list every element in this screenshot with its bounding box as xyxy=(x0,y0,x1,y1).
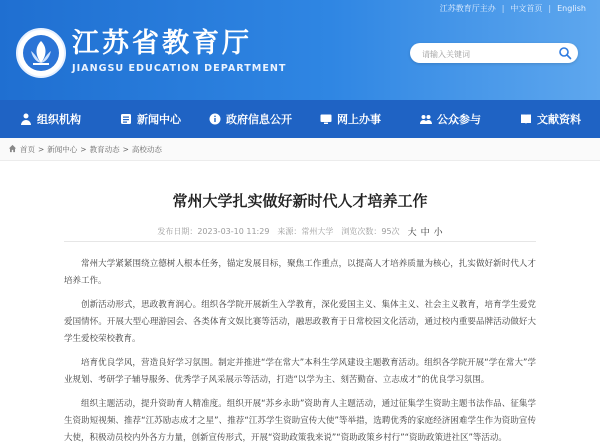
public-icon xyxy=(419,112,433,126)
search-input[interactable] xyxy=(420,46,552,62)
site-title: 江苏省教育厅 xyxy=(72,28,252,59)
article-title: 常州大学扎实做好新时代人才培养工作 xyxy=(172,192,428,210)
top-link-english[interactable]: English xyxy=(557,4,586,13)
top-link-host[interactable]: 江苏教育厅主办 xyxy=(439,4,496,13)
view-count: 浏览次数：95次 xyxy=(341,226,400,236)
article-meta xyxy=(64,221,536,242)
article-paragraph: 组织主题活动，提升资助育人精准度。组织开展“苏乡永助”资助育人主题活动，通过征集学生资助主题书法作品、征集学生资助短视频、推荐“江苏励志成才之星”、推荐“江苏学生资助宣传大使”等举措，选聘优秀的家庭经济困难学生作为资助宣传大使，积极动员校内外各方力量，创新宣传形式，开展“资助政策我来说”“资助政策乡村行”“资助政策进社区”等活动。 xyxy=(64,399,536,443)
nav-item-service[interactable] xyxy=(300,100,400,138)
divider: | xyxy=(548,4,552,13)
site-header xyxy=(0,0,600,100)
nav-item-label: 政府信息公开 xyxy=(226,113,292,126)
article-source: 来源：常州大学 xyxy=(277,226,334,236)
org-icon xyxy=(19,112,33,126)
breadcrumb-edu-news[interactable]: 教育动态 xyxy=(89,144,120,154)
article-body xyxy=(64,256,536,447)
breadcrumb-separator: > xyxy=(38,144,45,154)
font-size-medium[interactable]: 中 xyxy=(420,227,430,238)
nav-item-label: 网上办事 xyxy=(337,113,381,126)
publish-date: 发布日期：2023-03-10 11:29 xyxy=(157,226,270,236)
article xyxy=(0,189,600,447)
top-link-home[interactable]: 中文首页 xyxy=(510,4,543,13)
nav-item-org[interactable] xyxy=(0,100,100,138)
home-icon xyxy=(8,144,17,155)
nav-item-info[interactable] xyxy=(200,100,300,138)
breadcrumb-university[interactable]: 高校动态 xyxy=(131,144,162,154)
nav-item-docs[interactable] xyxy=(500,100,600,138)
search-box xyxy=(410,43,578,63)
article-paragraph: 常州大学紧紧围绕立德树人根本任务，锚定发展目标，聚焦工作重点，以提高人才培养质量为核心，扎实做好新时代人才培养工作。 xyxy=(64,259,536,286)
breadcrumb-separator: > xyxy=(122,144,129,154)
news-icon xyxy=(119,112,133,126)
nav-item-label: 新闻中心 xyxy=(137,113,181,126)
top-links xyxy=(440,3,586,14)
divider: | xyxy=(501,4,505,13)
font-size-small[interactable]: 小 xyxy=(433,227,443,238)
info-icon xyxy=(208,112,222,126)
breadcrumb-home[interactable]: 首页 xyxy=(20,144,35,154)
service-icon xyxy=(319,112,333,126)
search-icon[interactable] xyxy=(558,46,572,60)
site-subtitle: JIANGSU EDUCATION DEPARTMENT xyxy=(72,63,287,74)
breadcrumb xyxy=(0,138,600,161)
site-logo[interactable] xyxy=(16,28,66,78)
breadcrumb-separator: > xyxy=(80,144,87,154)
font-size-large[interactable]: 大 xyxy=(407,227,417,238)
nav-item-public[interactable] xyxy=(400,100,500,138)
nav-item-label: 文献资料 xyxy=(537,113,581,126)
nav-item-label: 组织机构 xyxy=(37,113,81,126)
nav-item-label: 公众参与 xyxy=(437,113,481,126)
font-size-switch xyxy=(408,225,443,238)
breadcrumb-news[interactable]: 新闻中心 xyxy=(47,144,78,154)
nav-item-news[interactable] xyxy=(100,100,200,138)
book-icon xyxy=(519,112,533,126)
article-paragraph: 培育优良学风，营造良好学习氛围。制定并推进“学在常大”本科生学风建设主题教育活动。组织各学院开展“学在常大”学业规划、考研学子辅导服务、优秀学子风采展示等活动，打造“以学为主、刻苦勤奋、立志成才”的优良学习氛围。 xyxy=(64,358,536,385)
article-paragraph: 创新活动形式，思政教育润心。组织各学院开展新生入学教育，深化爱国主义、集体主义、社会主义教育，培育学生爱党爱国情怀。开展大型心理游园会、各类体育文娱比赛等活动，融思政教育于日常校园文化活动，通过校内重要品牌活动做好大学生爱校荣校教育。 xyxy=(64,300,536,344)
main-nav xyxy=(0,100,600,138)
logo-emblem-icon xyxy=(21,33,61,73)
